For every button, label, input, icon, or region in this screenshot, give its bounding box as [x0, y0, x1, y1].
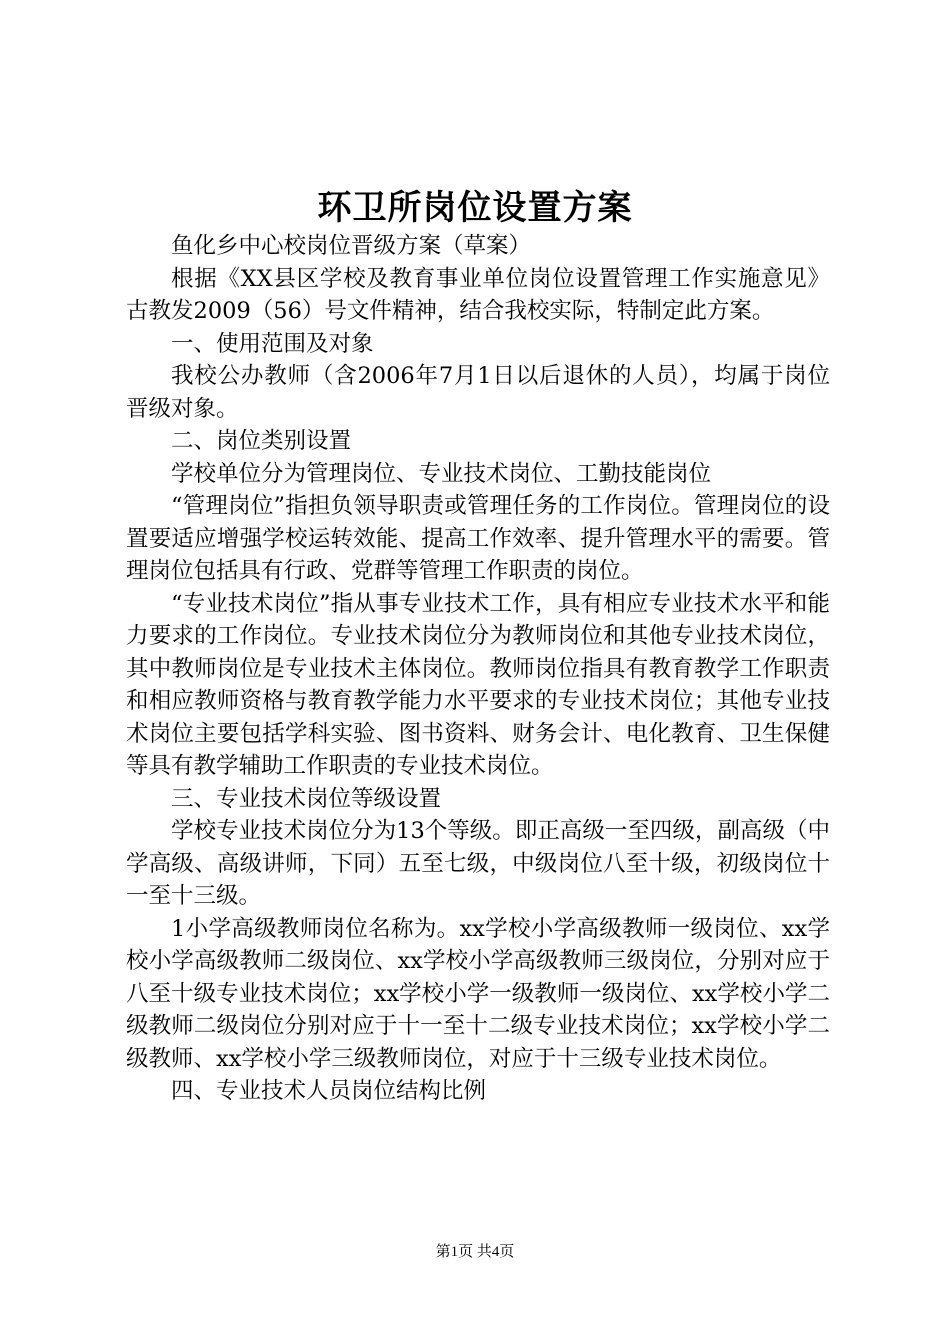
paragraph-scope: 我校公办教师（含2006年7月1日以后退休的人员），均属于岗位晋级对象。: [126, 363, 830, 422]
document-body: [126, 230, 830, 1108]
section-heading-levels: 三、专业技术岗位等级设置: [171, 785, 442, 812]
page-footer: 第1页 共4页: [435, 1244, 515, 1260]
paragraph-management-posts: “管理岗位”指担负领导职责或管理任务的工作岗位。管理岗位的设置要适应增强学校运转效能、提高工作效率、提升管理水平的需要。管理岗位包括具有行政、党群等管理工作职责的岗位。: [126, 493, 830, 584]
section-heading-structure: 四、专业技术人员岗位结构比例: [171, 1078, 487, 1104]
document-title: 环卫所岗位设置方案: [317, 188, 633, 228]
paragraph-primary-teacher-posts: 1小学高级教师岗位名称为。xx学校小学高级教师一级岗位、xx学校小学高级教师二级岗位、xx学校小学高级教师三级岗位，分别对应于八至十级专业技术岗位；xx学校小学一级教师一级岗位、xx学校小学二级教师二级岗位分别对应于十一至十二级专业技术岗位；xx学校小学二级教师、xx学校小学三级教师岗位，对应于十三级专业技术岗位。: [126, 915, 830, 1072]
paragraph-technical-posts: “专业技术岗位”指从事专业技术工作，具有相应专业技术水平和能力要求的工作岗位。专业技术岗位分为教师岗位和其他专业技术岗位，其中教师岗位是专业技术主体岗位。教师岗位指具有教育教学工作职责和相应教师资格与教育教学能力水平要求的专业技术岗位；其他专业技术岗位主要包括学科实验、图书资料、财务会计、电化教育、卫生保健等具有教学辅助工作职责的专业技术岗位。: [126, 590, 830, 779]
paragraph-levels: 学校专业技术岗位分为13个等级。即正高级一至四级，副高级（中学高级、高级讲师，下同）五至七级，中级岗位八至十级，初级岗位十一至十三级。: [126, 818, 830, 909]
paragraph-basis: 根据《XX县区学校及教育事业单位岗位设置管理工作实施意见》古教发2009（56）号文件精神，结合我校实际，特制定此方案。: [126, 265, 830, 324]
paragraph-categories: 学校单位分为管理岗位、专业技术岗位、工勤技能岗位: [171, 460, 712, 487]
paragraph-subtitle: 鱼化乡中心校岗位晋级方案（草案）: [171, 233, 532, 259]
section-heading-scope: 一、使用范围及对象: [171, 330, 374, 357]
section-heading-categories: 二、岗位类别设置: [171, 428, 352, 454]
